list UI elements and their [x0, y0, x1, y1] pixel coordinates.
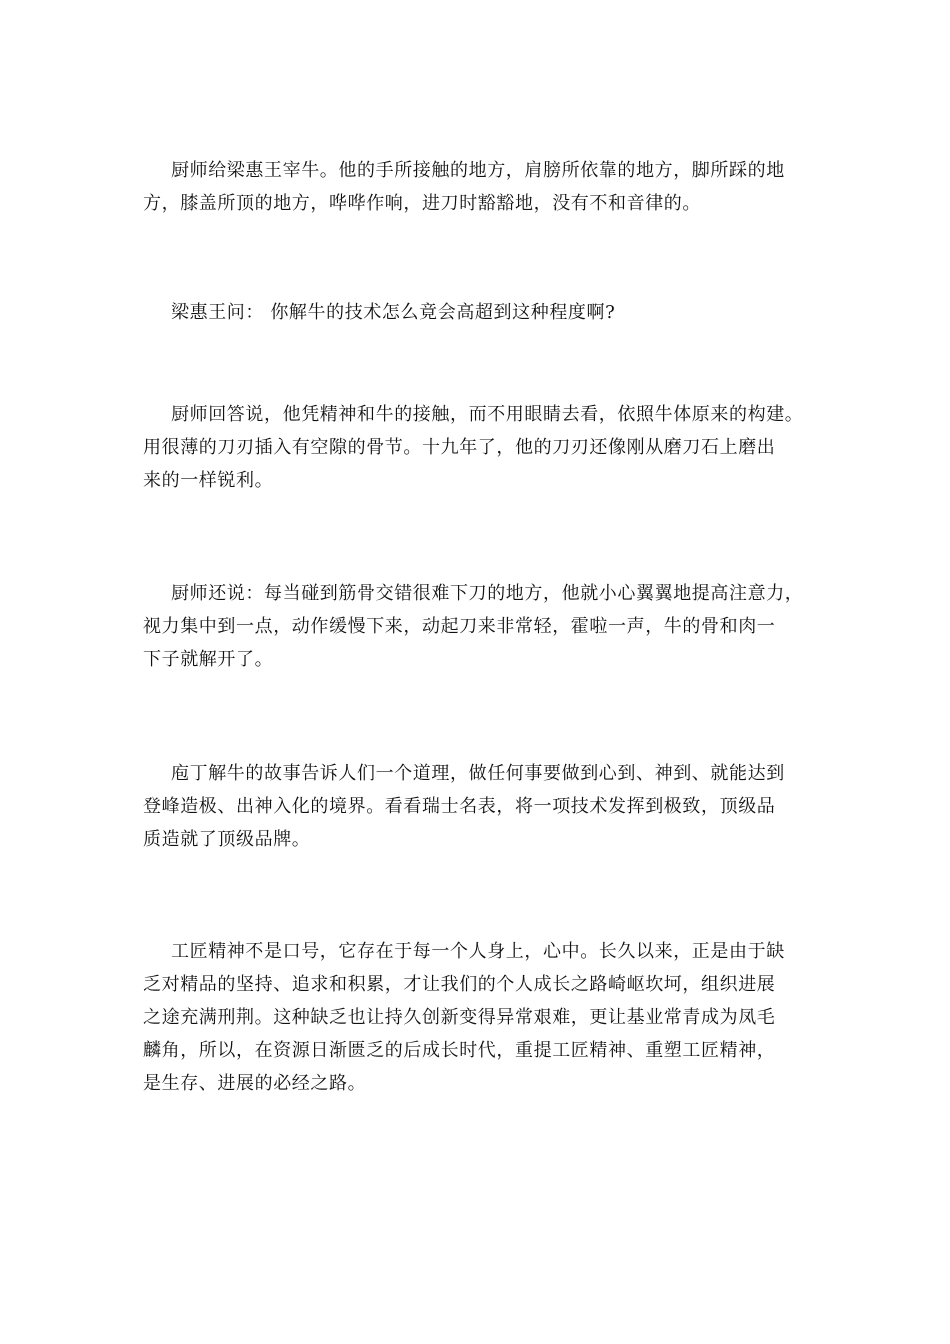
paragraph-line: 乏对精品的坚持、追求和积累，才让我们的个人成长之路崎岖坎坷，组织进展	[143, 974, 776, 995]
paragraph-craftsman-spirit	[143, 935, 823, 1100]
paragraph-chef-answer	[143, 398, 823, 497]
paragraph-line: 下子就解开了。	[143, 649, 274, 670]
paragraph-line: 厨师给梁惠王宰牛。他的手所接触的地方，肩膀所依靠的地方，脚所踩的地	[171, 160, 785, 181]
paragraph-line: 视力集中到一点，动作缓慢下来，动起刀来非常轻，霍啦一声，牛的骨和肉一	[143, 616, 776, 637]
paragraph-line: 之途充满刑荆。这种缺乏也让持久创新变得异常艰难，更让基业常青成为凤毛	[143, 1007, 776, 1028]
paragraph-chef-butchering	[143, 154, 823, 220]
paragraph-line: 是生存、进展的必经之路。	[143, 1073, 367, 1094]
paragraph-line: 厨师还说：每当碰到筋骨交错很难下刀的地方，他就小心翼翼地提高注意力，	[171, 583, 804, 604]
paragraph-line: 质造就了顶级品牌。	[143, 829, 311, 850]
paragraph-line: 方，膝盖所顶的地方，哗哗作响，进刀时豁豁地，没有不和音律的。	[143, 193, 701, 214]
paragraph-story-lesson	[143, 757, 823, 856]
paragraph-line: 庖丁解牛的故事告诉人们一个道理，做任何事要做到心到、神到、就能达到	[171, 763, 785, 784]
paragraph-line: 来的一样锐利。	[143, 470, 274, 491]
paragraph-line: 厨师回答说，他凭精神和牛的接触，而不用眼睛去看，依照牛体原来的构建。	[171, 404, 804, 425]
paragraph-chef-continues	[143, 577, 823, 676]
paragraph-line: 梁惠王问： 你解牛的技术怎么竟会高超到这种程度啊?	[171, 302, 616, 323]
paragraph-line: 登峰造极、出神入化的境界。看看瑞士名表，将一项技术发挥到极致，顶级品	[143, 796, 776, 817]
paragraph-king-question	[143, 296, 823, 329]
paragraph-line: 麟角，所以，在资源日渐匮乏的后成长时代，重提工匠精神、重塑工匠精神，	[143, 1040, 776, 1061]
paragraph-line: 工匠精神不是口号，它存在于每一个人身上，心中。长久以来，正是由于缺	[171, 941, 785, 962]
paragraph-line: 用很薄的刀刃插入有空隙的骨节。十九年了，他的刀刃还像刚从磨刀石上磨出	[143, 437, 776, 458]
